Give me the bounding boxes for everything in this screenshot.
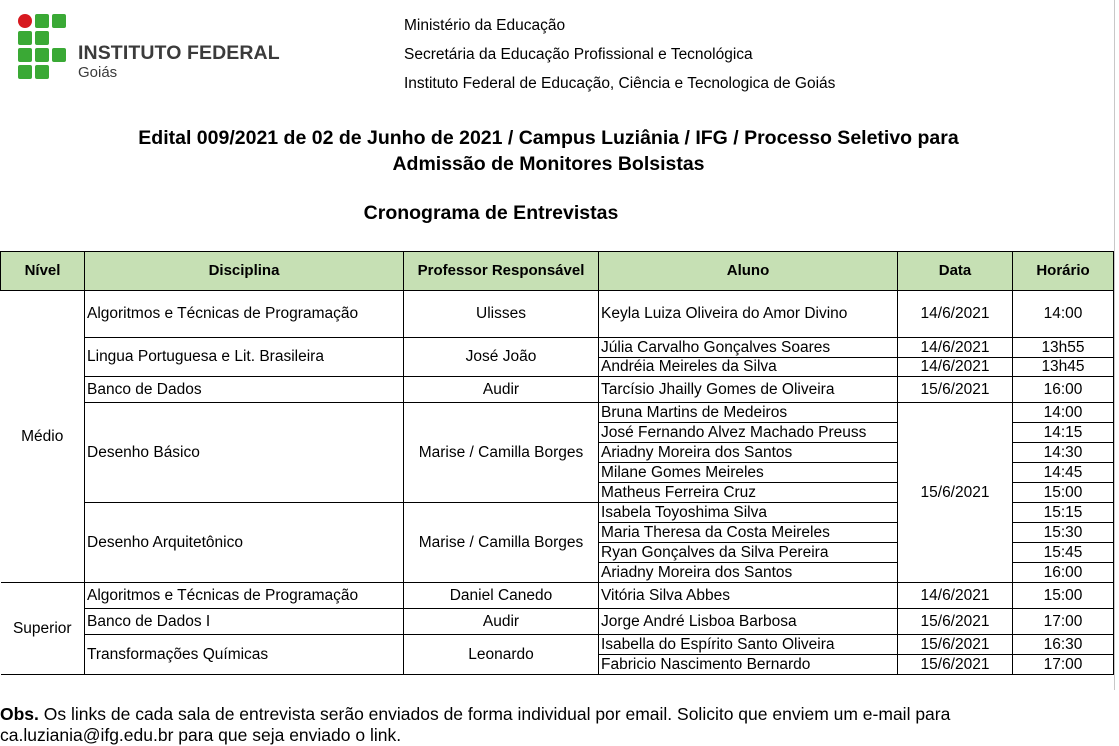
discipline-cell: Desenho Básico bbox=[85, 403, 404, 503]
date-cell: 15/6/2021 bbox=[898, 403, 1013, 583]
professor-cell: Ulisses bbox=[404, 291, 599, 338]
institute-campus: Goiás bbox=[78, 64, 118, 81]
student-cell: Milane Gomes Meireles bbox=[599, 463, 898, 483]
date-cell: 14/6/2021 bbox=[898, 358, 1013, 377]
student-cell: Jorge André Lisboa Barbosa bbox=[599, 609, 898, 635]
professor-cell: Daniel Canedo bbox=[404, 583, 599, 609]
time-cell: 15:15 bbox=[1013, 503, 1114, 523]
observation-label: Obs. bbox=[0, 704, 39, 724]
date-cell: 14/6/2021 bbox=[898, 291, 1013, 338]
title-line: Admissão de Monitores Bolsistas bbox=[392, 153, 705, 175]
time-cell: 14:45 bbox=[1013, 463, 1114, 483]
time-cell: 17:00 bbox=[1013, 609, 1114, 635]
student-cell: Isabella do Espírito Santo Oliveira bbox=[599, 635, 898, 655]
discipline-cell: Lingua Portuguesa e Lit. Brasileira bbox=[85, 338, 404, 377]
student-cell: Tarcísio Jhailly Gomes de Oliveira bbox=[599, 377, 898, 403]
column-header: Professor Responsável bbox=[404, 252, 599, 291]
table-row bbox=[1, 583, 1114, 609]
column-header: Data bbox=[898, 252, 1013, 291]
date-cell: 15/6/2021 bbox=[898, 635, 1013, 655]
professor-cell: Marise / Camilla Borges bbox=[404, 403, 599, 503]
document-title bbox=[0, 125, 1097, 177]
time-cell: 15:30 bbox=[1013, 523, 1114, 543]
institute-logo-mark-icon bbox=[18, 14, 78, 80]
level-cell: Superior bbox=[1, 583, 85, 675]
date-cell: 15/6/2021 bbox=[898, 655, 1013, 675]
student-cell: Ariadny Moreira dos Santos bbox=[599, 563, 898, 583]
student-cell: Bruna Martins de Medeiros bbox=[599, 403, 898, 423]
column-header: Aluno bbox=[599, 252, 898, 291]
table-row bbox=[1, 403, 1114, 423]
student-cell: Isabela Toyoshima Silva bbox=[599, 503, 898, 523]
professor-cell: Audir bbox=[404, 377, 599, 403]
institute-logo bbox=[18, 14, 298, 84]
page-edge-line bbox=[1114, 0, 1115, 690]
discipline-cell: Desenho Arquitetônico bbox=[85, 503, 404, 583]
institute-name: INSTITUTO FEDERAL bbox=[78, 42, 280, 64]
time-cell: 16:00 bbox=[1013, 563, 1114, 583]
time-cell: 16:30 bbox=[1013, 635, 1114, 655]
time-cell: 16:00 bbox=[1013, 377, 1114, 403]
student-cell: Maria Theresa da Costa Meireles bbox=[599, 523, 898, 543]
time-cell: 15:00 bbox=[1013, 483, 1114, 503]
time-cell: 14:00 bbox=[1013, 403, 1114, 423]
schedule-subtitle: Cronograma de Entrevistas bbox=[363, 202, 619, 224]
date-cell: 15/6/2021 bbox=[898, 609, 1013, 635]
discipline-cell: Banco de Dados I bbox=[85, 609, 404, 635]
time-cell: 15:45 bbox=[1013, 543, 1114, 563]
professor-cell: Marise / Camilla Borges bbox=[404, 503, 599, 583]
time-cell: 14:30 bbox=[1013, 443, 1114, 463]
date-cell: 14/6/2021 bbox=[898, 583, 1013, 609]
student-cell: Matheus Ferreira Cruz bbox=[599, 483, 898, 503]
time-cell: 13h55 bbox=[1013, 338, 1114, 358]
student-cell: Ryan Gonçalves da Silva Pereira bbox=[599, 543, 898, 563]
time-cell: 15:00 bbox=[1013, 583, 1114, 609]
header-line: Ministério da Educação bbox=[404, 17, 566, 34]
date-cell: 15/6/2021 bbox=[898, 377, 1013, 403]
time-cell: 14:00 bbox=[1013, 291, 1114, 338]
student-cell: José Fernando Alvez Machado Preuss bbox=[599, 423, 898, 443]
date-cell: 14/6/2021 bbox=[898, 338, 1013, 358]
professor-cell: Audir bbox=[404, 609, 599, 635]
student-cell: Fabricio Nascimento Bernardo bbox=[599, 655, 898, 675]
observation-text: Os links de cada sala de entrevista serão enviados de forma individual por email. Solicito que enviem um e-mail para ca.luziania@ifg.edu.br para que seja enviado o link. bbox=[0, 704, 951, 745]
column-header: Horário bbox=[1013, 252, 1114, 291]
observation-note bbox=[0, 704, 1110, 746]
header-line: Instituto Federal de Educação, Ciência e Tecnologica de Goiás bbox=[404, 75, 836, 92]
discipline-cell: Banco de Dados bbox=[85, 377, 404, 403]
interview-schedule-table bbox=[0, 251, 1114, 675]
student-cell: Andréia Meireles da Silva bbox=[599, 358, 898, 377]
student-cell: Keyla Luiza Oliveira do Amor Divino bbox=[599, 291, 898, 338]
table-row bbox=[1, 609, 1114, 635]
student-cell: Vitória Silva Abbes bbox=[599, 583, 898, 609]
header-line: Secretária da Educação Profissional e Tecnológica bbox=[404, 46, 753, 63]
discipline-cell: Transformações Químicas bbox=[85, 635, 404, 675]
title-line: Edital 009/2021 de 02 de Junho de 2021 / Campus Luziânia / IFG / Processo Seletivo para bbox=[138, 127, 959, 149]
discipline-cell: Algoritmos e Técnicas de Programação bbox=[85, 583, 404, 609]
institution-header bbox=[404, 11, 835, 98]
table-row bbox=[1, 377, 1114, 403]
student-cell: Ariadny Moreira dos Santos bbox=[599, 443, 898, 463]
time-cell: 14:15 bbox=[1013, 423, 1114, 443]
professor-cell: José João bbox=[404, 338, 599, 377]
table-row bbox=[1, 291, 1114, 338]
level-cell: Médio bbox=[1, 291, 85, 583]
table-row bbox=[1, 635, 1114, 655]
column-header: Disciplina bbox=[85, 252, 404, 291]
table-row bbox=[1, 338, 1114, 358]
column-header: Nível bbox=[1, 252, 85, 291]
table-header-row bbox=[1, 252, 1114, 291]
time-cell: 13h45 bbox=[1013, 358, 1114, 377]
student-cell: Júlia Carvalho Gonçalves Soares bbox=[599, 338, 898, 358]
discipline-cell: Algoritmos e Técnicas de Programação bbox=[85, 291, 404, 338]
professor-cell: Leonardo bbox=[404, 635, 599, 675]
time-cell: 17:00 bbox=[1013, 655, 1114, 675]
